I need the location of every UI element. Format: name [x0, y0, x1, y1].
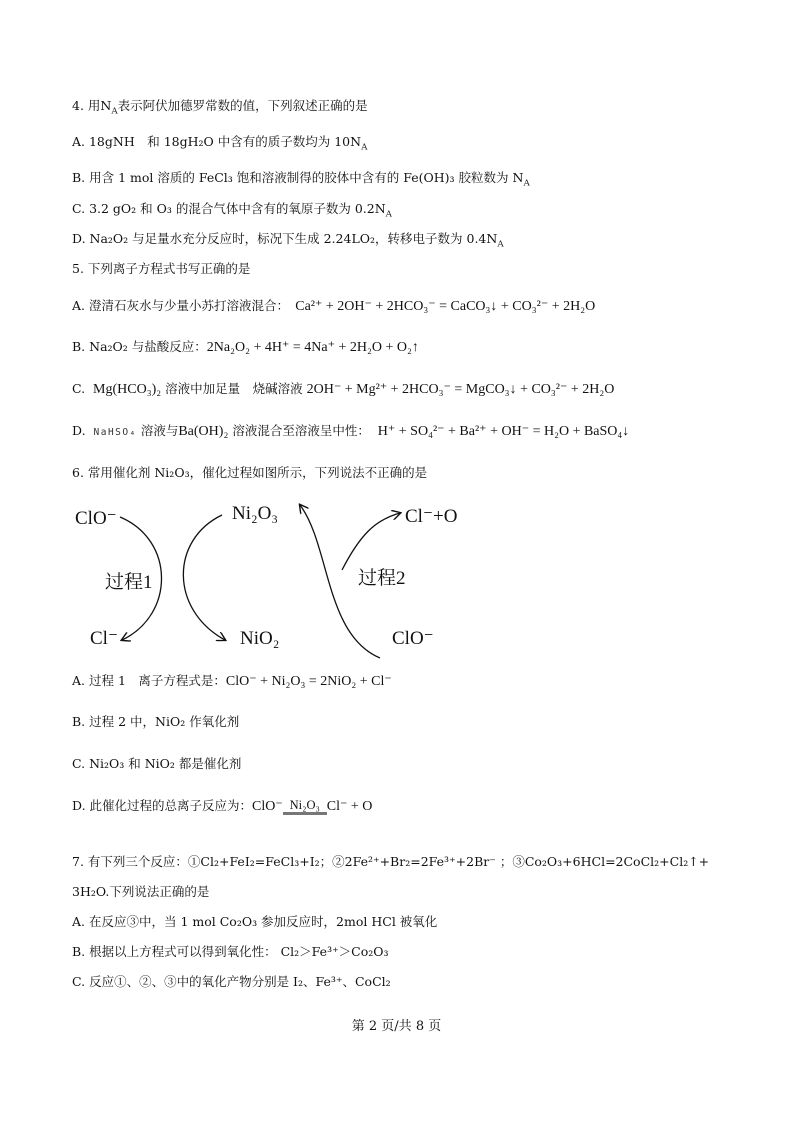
catalysis-diagram	[60, 495, 480, 670]
q6-option-b: B. 过程 2 中，NiO₂ 作氧化剂	[72, 714, 240, 729]
q5-option-c: C. Mg(HCO₃)₂ 溶液中加足量 烧碱溶液 2OH⁻ + Mg²⁺ + 2HCO₃⁻ = MgCO₃↓ + CO₃²⁻ + 2H₂O	[72, 381, 615, 397]
arc-clo-to-cl-o	[342, 513, 400, 570]
q6-option-d: D. 此催化过程的总离子反应为：ClO⁻ Ni₂O₃ Cl⁻ + O	[72, 798, 373, 814]
q5-option-b: B. Na₂O₂ 与盐酸反应：2Na₂O₂ + 4H⁺ = 4Na⁺ + 2H₂O + O₂↑	[72, 339, 419, 355]
diagram-clo-right: ClO⁻	[392, 628, 434, 649]
diagram-ni2o3: Ni₂O₃	[232, 503, 278, 524]
q7-stem-line1: 7. 有下列三个反应：①Cl₂+FeI₂=FeCl₃+I₂；②2Fe²⁺+Br₂=2Fe³⁺+2Br⁻ ；③Co₂O₃+6HCl=2CoCl₂+Cl₂↑+	[72, 854, 710, 869]
q5-option-a: A. 澄清石灰水与少量小苏打溶液混合： Ca²⁺ + 2OH⁻ + 2HCO₃⁻ = CaCO₃↓ + CO₃²⁻ + 2H₂O	[72, 298, 596, 314]
q5-option-d: D. NaHSO₄ 溶液与Ba(OH)₂ 溶液混合至溶液呈中性： H⁺ + SO₄²⁻ + Ba²⁺ + OH⁻ = H₂O + BaSO₄↓	[72, 423, 630, 439]
q4-option-b: B. 用含 1 mol 溶质的 FeCl₃ 饱和溶液制得的胶体中含有的 Fe(OH)₃ 胶粒数为 $N_A$	[72, 170, 530, 189]
arc-ni2o3-to-nio2	[183, 515, 225, 640]
q4-option-c: C. 3.2 gO₂ 和 O₃ 的混合气体中含有的氧原子数为 $0.2N_A$	[72, 201, 392, 220]
catalyst-condition: Ni₂O₃	[283, 798, 327, 815]
diagram-process2: 过程2	[358, 568, 406, 589]
q6-option-c: C. Ni₂O₃ 和 NiO₂ 都是催化剂	[72, 756, 242, 771]
q4-option-d: D. Na₂O₂ 与足量水充分反应时，标况下生成 2.24LO₂，转移电子数为 $0.4N_A$	[72, 231, 504, 250]
q6-stem: 6. 常用催化剂 Ni₂O₃，催化过程如图所示，下列说法不正确的是	[72, 465, 428, 480]
diagram-nio2: NiO₂	[240, 628, 280, 649]
q5-stem: 5. 下列离子方程式书写正确的是	[72, 261, 251, 276]
diagram-cl-o: Cl⁻+O	[405, 506, 458, 527]
q7-option-c: C. 反应①、②、③中的氧化产物分别是 I₂、Fe³⁺、CoCl₂	[72, 974, 391, 989]
q6-option-a: A. 过程 1 离子方程式是：ClO⁻ + Ni₂O₃ = 2NiO₂ + Cl⁻	[72, 673, 392, 689]
q7-option-b: B. 根据以上方程式可以得到氧化性： Cl₂＞Fe³⁺＞Co₂O₃	[72, 944, 389, 959]
page-footer: 第 2 页/共 8 页	[351, 1019, 442, 1034]
diagram-process1: 过程1	[105, 572, 153, 593]
q4-option-a: A. 18gNH 和 18gH₂O 中含有的质子数均为 $10N_A$	[72, 134, 368, 153]
q7-option-a: A. 在反应③中，当 1 mol Co₂O₃ 参加反应时，2mol HCl 被氧化	[72, 914, 438, 929]
q4-stem: 4. 用$N_A$表示阿伏加德罗常数的值，下列叙述正确的是	[72, 98, 368, 117]
q7-stem-line2: 3H₂O.下列说法正确的是	[72, 884, 210, 899]
diagram-cl-left: Cl⁻	[90, 628, 118, 649]
diagram-clo-left: ClO⁻	[75, 508, 117, 529]
